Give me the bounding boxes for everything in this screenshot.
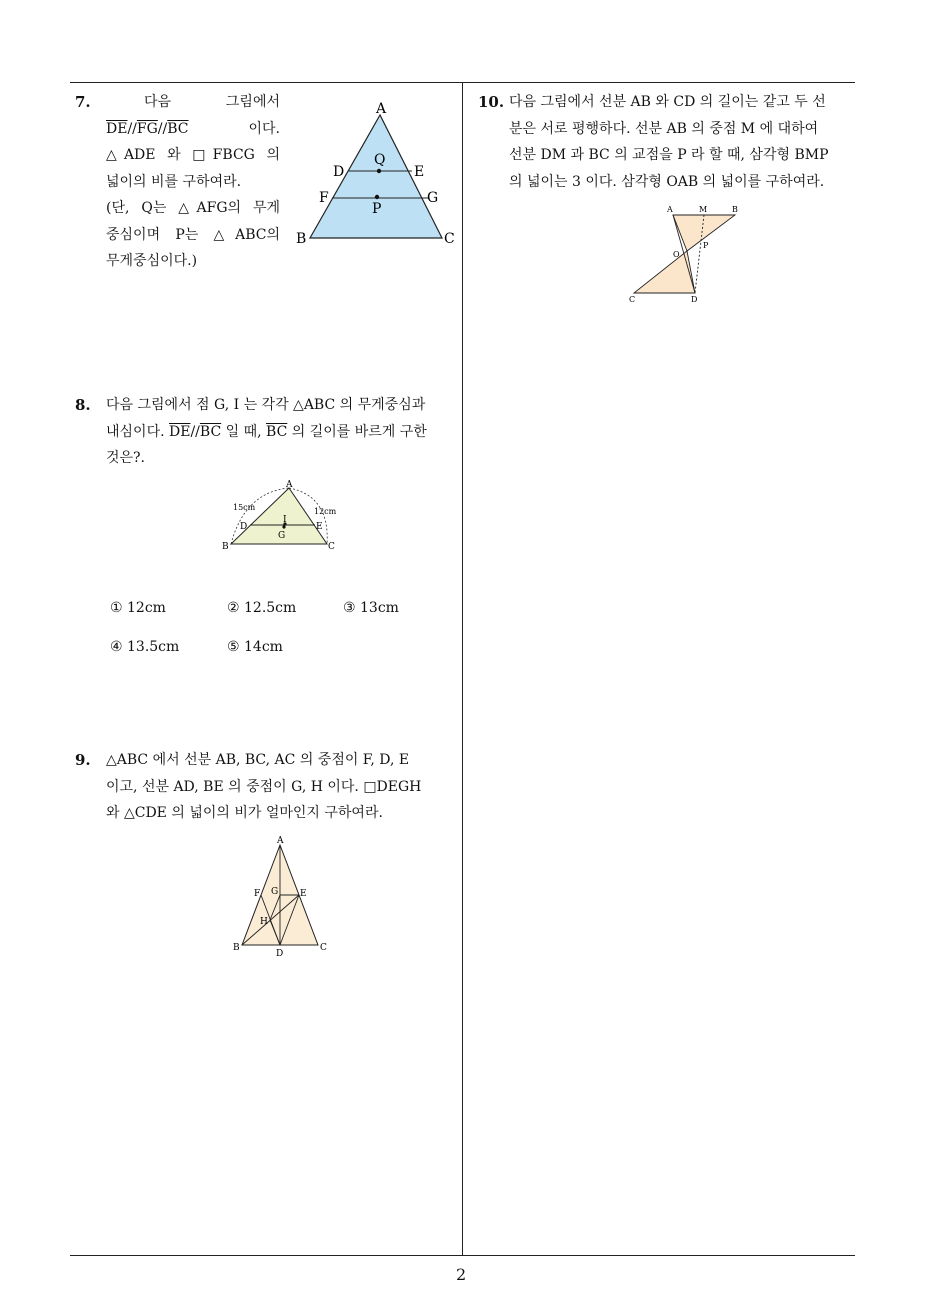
q9-text xyxy=(106,747,456,827)
q7-label-b: B xyxy=(296,231,307,247)
q9-line-3: 와 △CDE 의 넓이의 비가 얼마인지 구하여라. xyxy=(106,805,383,821)
q9-figure xyxy=(225,833,335,963)
q7-label-g: G xyxy=(427,190,439,206)
q8-choice-2[interactable]: ② 12.5cm xyxy=(227,600,297,616)
q9-label-g: G xyxy=(271,887,279,897)
q8-line-3: 것은?. xyxy=(106,450,146,466)
q9-label-f: F xyxy=(254,889,261,899)
q7-line-7: 무게중심이다.) xyxy=(106,253,198,269)
segment-de: $\overline{DE}$ xyxy=(169,423,191,440)
q7-line-6: 중심이며 P는 △ABC의 xyxy=(106,226,280,243)
q8-figure xyxy=(215,478,345,554)
q9-label-h: H xyxy=(260,917,268,927)
q8-line-2b: 일 때, xyxy=(225,423,262,440)
q9-label-e: E xyxy=(300,889,307,899)
q10-label-b: B xyxy=(732,205,738,214)
q10-label-d: D xyxy=(691,295,698,304)
q7-word-2: 그림에서 xyxy=(225,94,280,110)
q7-line-2-end: 이다. xyxy=(248,120,280,137)
q7-point-p xyxy=(375,195,379,199)
q7-line-4: 넓이의 비를 구하여라. xyxy=(106,173,242,190)
q9-label-d: D xyxy=(276,949,284,959)
q7-text xyxy=(106,89,280,275)
q7-line-5: (단, Q는 △AFG의 무게 xyxy=(106,200,280,216)
q8-line-2 xyxy=(106,419,456,446)
q9-label-b: B xyxy=(233,943,240,953)
segment-de: $\overline{DE}$ xyxy=(106,120,128,137)
q8-label-i: I xyxy=(283,515,287,525)
q9-label-c: C xyxy=(320,943,327,953)
q8-label-d: D xyxy=(240,522,248,532)
q8-label-a: A xyxy=(286,480,293,490)
segment-bc: $\overline{BC}$ xyxy=(266,423,288,440)
q10-label-c: C xyxy=(629,295,636,304)
segment-fg: $\overline{FG}$ xyxy=(136,120,158,137)
q8-line-1: 다음 그림에서 점 G, I 는 각각 △ABC 의 무게중심과 xyxy=(106,397,426,413)
q8-point-g xyxy=(282,525,285,528)
parallel-sign: // xyxy=(157,120,168,137)
q8-label-right-len: 12cm xyxy=(314,507,337,516)
q8-label-left-len: 15cm xyxy=(233,503,256,512)
q8-choice-4[interactable]: ④ 13.5cm xyxy=(110,639,180,655)
q8-line-2a: 내심이다. xyxy=(106,423,165,440)
q10-label-m: M xyxy=(699,205,708,214)
q10-line-3: 선분 DM 과 BC 의 교점을 P 라 할 때, 삼각형 BMP xyxy=(509,147,829,163)
q7-label-c: C xyxy=(444,231,455,247)
page-number: 2 xyxy=(456,1265,467,1284)
q7-label-p: P xyxy=(372,201,382,217)
q7-word-1: 다음 xyxy=(144,94,172,110)
parallel-sign: // xyxy=(127,120,137,137)
q10-text xyxy=(509,89,859,195)
q10-label-p: P xyxy=(703,241,709,250)
q7-label-f: F xyxy=(319,190,329,206)
q8-label-b: B xyxy=(222,542,229,552)
q8-choice-5[interactable]: ⑤ 14cm xyxy=(227,639,283,655)
q9-number: 9. xyxy=(75,751,91,769)
q10-label-o: O xyxy=(673,250,680,259)
q10-line-2: 분은 서로 평행하다. 선분 AB 의 중점 M 에 대하여 xyxy=(509,120,819,137)
q10-label-a: A xyxy=(667,205,673,214)
parallel-sign: // xyxy=(190,423,200,440)
q9-line-1: △ABC 에서 선분 AB, BC, AC 의 중점이 F, D, E xyxy=(106,752,410,768)
q10-line-4: 의 넓이는 3 이다. 삼각형 OAB 의 넓이를 구하여라. xyxy=(509,173,825,190)
q7-line-2 xyxy=(106,116,280,143)
bottom-rule xyxy=(70,1255,855,1256)
q10-line-1: 다음 그림에서 선분 AB 와 CD 의 길이는 같고 두 선 xyxy=(509,94,826,110)
segment-bc: $\overline{BC}$ xyxy=(199,423,222,440)
q8-text xyxy=(106,392,456,472)
q8-label-e: E xyxy=(316,522,323,532)
q7-label-d: D xyxy=(333,164,345,180)
q8-label-c: C xyxy=(328,542,335,552)
q9-label-a: A xyxy=(277,836,284,846)
q8-label-g: G xyxy=(278,531,286,541)
q7-line-1 xyxy=(106,89,280,116)
q8-number: 8. xyxy=(75,396,91,414)
q8-choice-1[interactable]: ① 12cm xyxy=(110,600,166,616)
q9-line-2: 이고, 선분 AD, BE 의 중점이 G, H 이다. □DEGH xyxy=(106,778,422,795)
q7-figure xyxy=(290,95,460,250)
q7-label-e: E xyxy=(414,164,425,180)
q7-line-3: △ADE 와 □FBCG 의 xyxy=(106,147,280,163)
q8-line-2c: 의 길이를 바르게 구한 xyxy=(291,423,427,440)
q10-figure xyxy=(622,200,747,308)
q8-choice-3[interactable]: ③ 13cm xyxy=(343,600,399,616)
q7-point-q xyxy=(377,169,381,173)
column-divider xyxy=(462,83,463,1256)
segment-bc: $\overline{BC}$ xyxy=(167,120,189,137)
q10-triangle-ocd xyxy=(634,251,695,293)
q7-label-a: A xyxy=(376,101,387,117)
q7-number: 7. xyxy=(75,93,91,111)
q7-label-q: Q xyxy=(374,152,386,168)
q10-number: 10. xyxy=(478,93,505,111)
